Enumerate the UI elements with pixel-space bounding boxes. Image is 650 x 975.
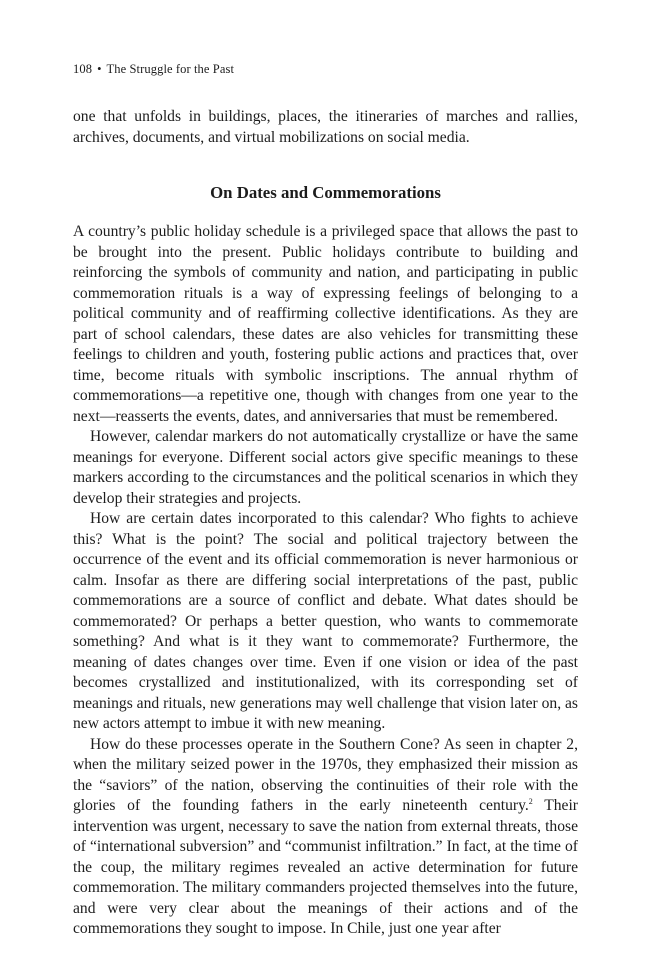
body-paragraph: How are certain dates incorporated to this calendar? Who fights to achieve this? What is the point? The social and political trajectory between the occurrence of the event and its official commemoration is never harmonious or calm. Insofar as there are differing social interpretations of the past, public commemorations are a source of conflict and debate. What dates should be commemorated? Or perhaps a better question, who wants to commemorate something? And what is it they want to commemorate? Furthermore, the meaning of dates changes over time. Even if one vision or idea of the past becomes crystallized and institutionalized, with its corresponding set of meanings and rituals, new generations may well challenge that vision later on, as new actors attempt to imbue it with new meaning. [73, 510, 578, 732]
body-paragraph [73, 735, 578, 940]
page-number: 108 [73, 62, 93, 76]
running-header [73, 62, 234, 77]
book-title: The Struggle for the Past [106, 62, 235, 76]
body-paragraph: However, calendar markers do not automatically crystallize or have the same meanings for everyone. Different social actors give specific meanings to these markers according to the circumstances and the political scenarios in which they develop their strategies and projects. [73, 428, 578, 507]
continued-paragraph: one that unfolds in buildings, places, the itineraries of marches and rallies, archives, documents, and virtual mobilizations on social media. [73, 108, 578, 146]
header-separator: • [97, 62, 102, 76]
section-body [73, 222, 578, 940]
paragraph-text: How do these processes operate in the Southern Cone? As seen in chapter 2, when the military seized power in the 1970s, they emphasized their mission as the “saviors” of the nation, observing the continuities of their role with the glories of the founding fathers in the early nineteenth century. [73, 735, 578, 814]
section-heading: On Dates and Commemorations [210, 183, 441, 202]
paragraph-text: Their intervention was urgent, necessary to save the nation from external threats, those of “international subversion” and “communist infiltration.” In fact, at the time of the coup, the military regimes revealed an active determination for future commemoration. The military commanders projected themselves into the future, and were very clear about the meanings of their actions and of the commemorations they sought to impose. In Chile, just one year after [73, 797, 578, 937]
footnote-reference[interactable]: 2 [528, 797, 533, 806]
body-paragraph: A country’s public holiday schedule is a privileged space that allows the past to be brought into the present. Public holidays contribute to building and reinforcing the symbols of community and nation, and participating in public commemoration rituals is a way of expressing feelings of belonging to a political community and of reaffirming collective identifications. As they are part of school calendars, these dates are also vehicles for transmitting these feelings to children and youth, fostering public actions and practices that, over time, become rituals with symbolic inscriptions. The annual rhythm of commemorations—a repetitive one, though with changes from one year to the next—reasserts the events, dates, and anniversaries that must be remembered. [73, 223, 578, 425]
